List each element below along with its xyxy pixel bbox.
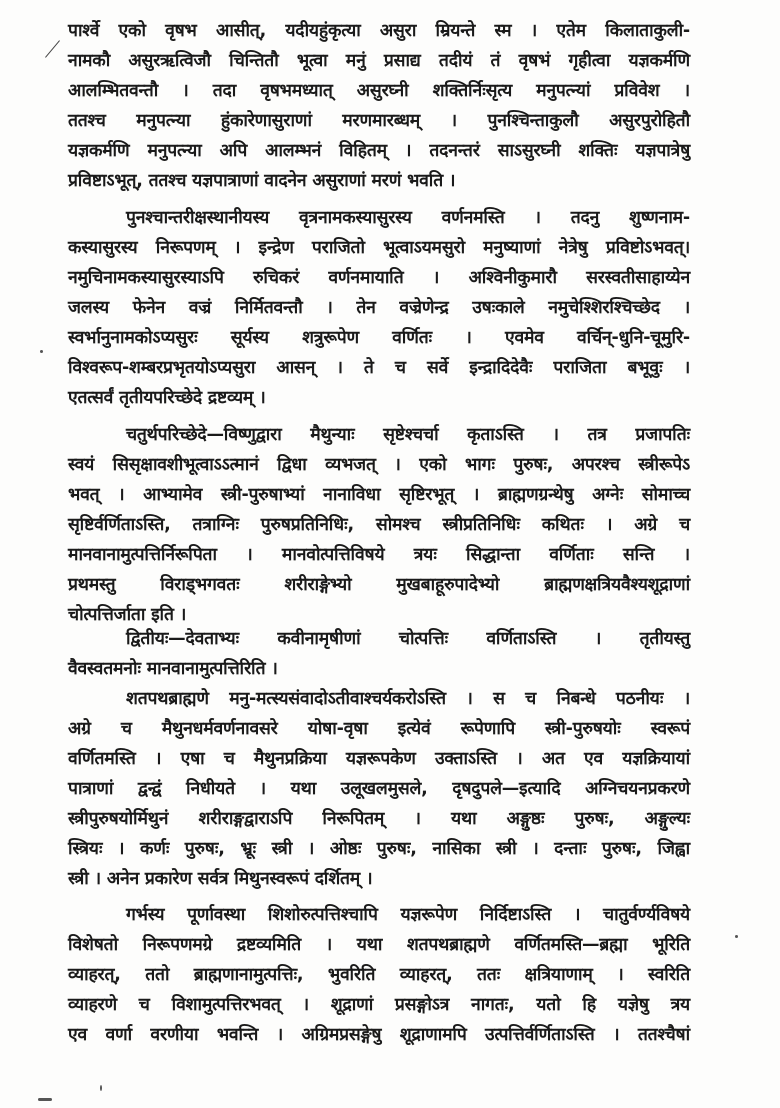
text-line: जलस्य फेनेन वज्रं निर्मितवन्तौ । तेन वज्रेणेन्द्र उषःकाले नमुचेश्शिरश्चिच्छेद । bbox=[68, 298, 690, 318]
text-line: स्त्री । अनेन प्रकारेण सर्वत्र मिथुनस्वरूपं दर्शितम् । bbox=[68, 869, 373, 889]
text-line: अग्रे च मैथुनधर्मवर्णनावसरे योषा-वृषा इत्येवं रूपेणापि स्त्री-पुरुषयोः स्वरूपं bbox=[68, 719, 690, 739]
text-line: स्वयं सिसृक्षावशीभूत्वाऽऽत्मानं द्विधा व्यभजत् । एको भागः पुरुषः, अपरश्च स्त्रीरूपेऽ bbox=[68, 455, 690, 475]
text-line: व्याहरणे च विशामुत्पत्तिरभवत् । शूद्राणां प्रसङ्गोऽत्र नागतः, यतो हि यज्ञेषु त्रय bbox=[68, 995, 690, 1015]
text-line: वर्णितमस्ति । एषा च मैथुनप्रक्रिया यज्ञरूपकेण उक्ताऽस्ति । अत एव यज्ञक्रियायां bbox=[68, 749, 690, 769]
text-line: स्त्रीपुरुषयोर्मिथुनं शरीराङ्गद्वाराऽपि निरूपितम् । यथा अङ्गुष्ठः पुरुषः, अङ्गुल्यः bbox=[68, 809, 690, 829]
text-line: नमुचिनामकस्यासुरस्याऽपि रुचिकरं वर्णनमायाति । अश्विनीकुमारौ सरस्वतीसाहाय्येन bbox=[68, 268, 690, 288]
text-line: पात्राणां द्वन्द्वं निधीयते । यथा उलूखलमुसले, दृषदुपले—इत्यादि अग्निचयनप्रकरणे bbox=[68, 779, 690, 799]
text-line: स्वर्भानुनामकोऽप्यसुरः सूर्यस्य शत्रुरूपेण वर्णितः । एवमेव वर्चिन्-धुनि-चूमुरि- bbox=[68, 328, 690, 348]
text-line: चोत्पत्तिर्जाता इति । bbox=[68, 605, 187, 625]
text-line: ततश्च मनुपत्न्या हुंकारेणासुराणां मरणमारब्धम् । पुनश्चिन्ताकुलौ असुरपुरोहितौ bbox=[68, 111, 690, 131]
text-line: कस्यासुरस्य निरूपणम् । इन्द्रेण पराजितो भूत्वाऽयमसुरो मनुष्याणां नेत्रेषु प्रविष्टोऽभवत्। bbox=[68, 238, 690, 258]
scan-speck bbox=[100, 1085, 102, 1091]
text-line: व्याहरत्, ततो ब्राह्मणानामुत्पत्तिः, भुवरिति व्याहरत्, ततः क्षत्रियाणाम् । स्वरिति bbox=[68, 965, 690, 985]
scan-speck bbox=[735, 935, 738, 938]
text-line: प्रथमस्तु विराड्भगवतः शरीराङ्गेभ्यो मुखबाहूरुपादेभ्यो ब्राह्मणक्षत्रियवैश्यशूद्राणां bbox=[68, 575, 690, 595]
text-line: पार्श्वे एको वृषभ आसीत्, यदीयहुंकृत्या असुरा म्रियन्ते स्म । एतेम किलाताकुली- bbox=[68, 21, 690, 41]
scan-speck bbox=[40, 350, 43, 353]
text-line: शतपथब्राह्मणे मनु-मत्स्यसंवादोऽतीवाश्चर्यकरोऽस्ति । स च निबन्धे पठनीयः । bbox=[126, 689, 690, 709]
text-line: गर्भस्य पूर्णावस्था शिशोरुत्पत्तिश्चापि यज्ञरूपेण निर्दिष्टाऽस्ति । चातुर्वर्ण्यविषये bbox=[126, 905, 690, 925]
text-line: पुनश्चान्तरीक्षस्थानीयस्य वृत्रनामकस्यासुरस्य वर्णनमस्ति । तदनु शुष्णनाम- bbox=[126, 208, 690, 228]
text-line: नामकौ असुरऋत्विजौ चिन्तितौ भूत्वा मनुं प्रसाद्य तदीयं तं वृषभं गृहीत्वा यज्ञकर्मणि bbox=[68, 51, 690, 71]
text-line: यज्ञकर्मणि मनुपत्न्या अपि आलम्भनं विहितम् । तदनन्तरं साऽसुरघ्नी शक्तिः यज्ञपात्रेषु bbox=[68, 141, 690, 161]
text-line: विश्वरूप-शम्बरप्रभृतयोऽप्यसुरा आसन् । ते च सर्वे इन्द्रादिदेवैः पराजिता बभूवुः । bbox=[68, 358, 690, 378]
text-line: आलम्भितवन्तौ । तदा वृषभमध्यात् असुरघ्नी शक्तिर्निःसृत्य मनुपत्न्यां प्रविवेश । bbox=[68, 81, 690, 101]
scan-mark bbox=[45, 40, 60, 57]
text-line: एतत्सर्वं तृतीयपरिच्छेदे द्रष्टव्यम् । bbox=[68, 388, 266, 408]
text-line: एव वर्णा वरणीया भवन्ति । अग्रिमप्रसङ्गेषु शूद्राणामपि उत्पत्तिर्वर्णिताऽस्ति । ततश्चैषां bbox=[68, 1025, 690, 1045]
scan-speck bbox=[38, 1098, 52, 1101]
text-line: प्रविष्टाऽभूत्, ततश्च यज्ञपात्राणां वादनेन असुराणां मरणं भवति । bbox=[68, 171, 456, 191]
text-line: चतुर्थपरिच्छेदे—विष्णुद्वारा मैथुन्याः सृष्टेश्चर्चा कृताऽस्ति । तत्र प्रजापतिः bbox=[126, 425, 690, 445]
text-line: स्त्रियः । कर्णः पुरुषः, भ्रूः स्त्री । ओष्ठः पुरुषः, नासिका स्त्री । दन्ताः पुरुषः, जिह्वा bbox=[68, 839, 690, 859]
text-line: द्वितीयः—देवताभ्यः कवीनामृषीणां चोत्पत्तिः वर्णिताऽस्ति । तृतीयस्तु bbox=[126, 629, 690, 649]
text-line: वैवस्वतमनोः मानवानामुत्पत्तिरिति । bbox=[68, 659, 278, 679]
text-line: विशेषतो निरूपणमग्रे द्रष्टव्यमिति । यथा शतपथब्राह्मणे वर्णितमस्ति—ब्रह्मा भूरिति bbox=[68, 935, 690, 955]
text-line: सृष्टिर्वर्णिताऽस्ति, तत्राग्निः पुरुषप्रतिनिधिः, सोमश्च स्त्रीप्रतिनिधिः कथितः । अग्रे च bbox=[68, 515, 690, 535]
text-line: भवत् । आभ्यामेव स्त्री-पुरुषाभ्यां नानाविधा सृष्टिरभूत् । ब्राह्मणग्रन्थेषु अग्नेः सोमाच्च bbox=[68, 485, 690, 505]
text-line: मानवानामुत्पत्तिर्निरूपिता । मानवोत्पत्तिविषये त्रयः सिद्धान्ता वर्णिताः सन्ति । bbox=[68, 545, 690, 565]
